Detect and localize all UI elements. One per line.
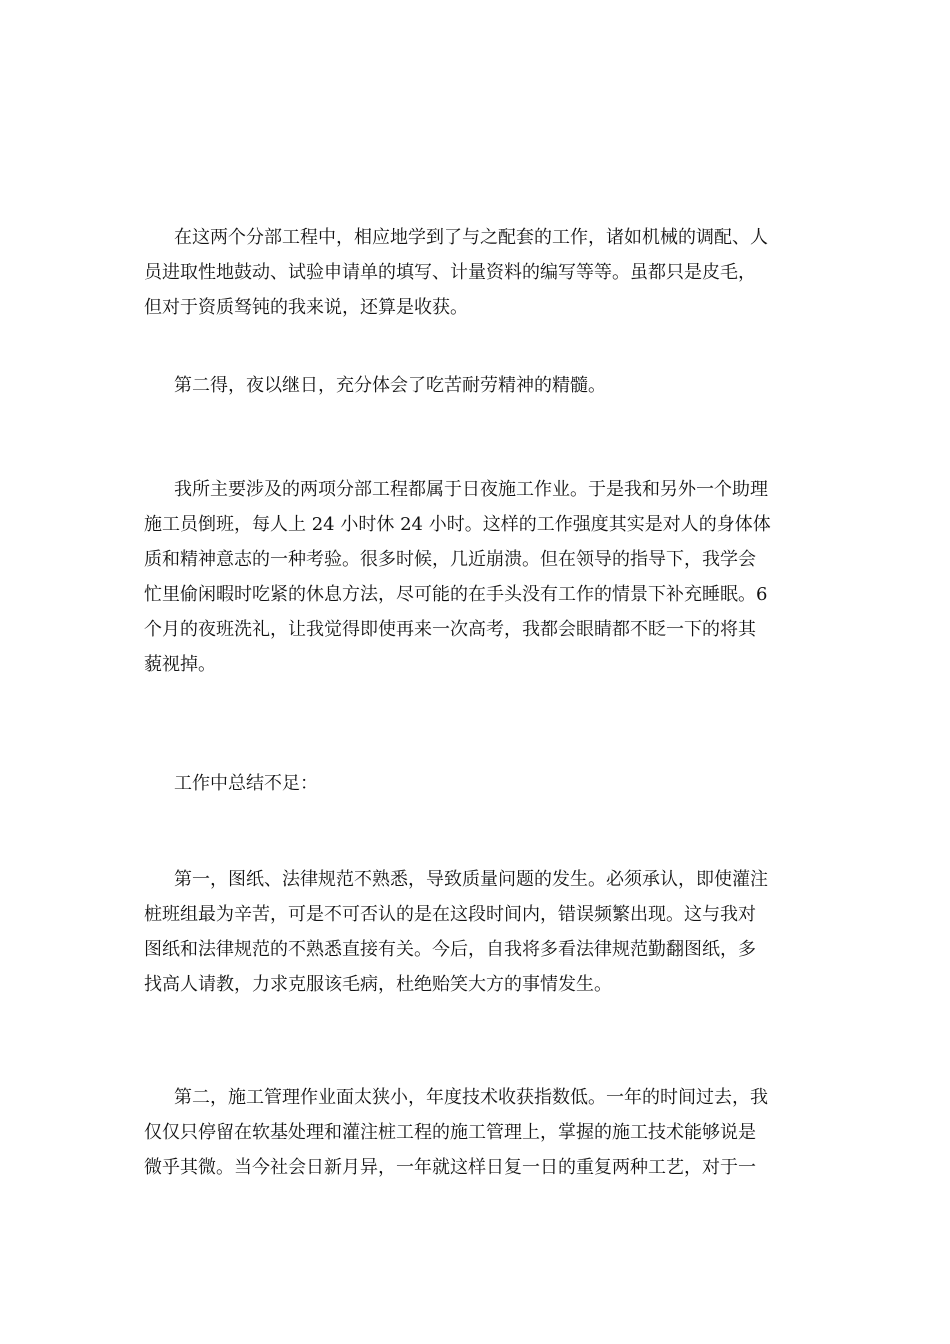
paragraph-5 <box>144 862 808 1002</box>
paragraph-line: 质和精神意志的一种考验。很多时候，几近崩溃。但在领导的指导下，我学会 <box>144 549 756 570</box>
paragraph-line: 工作中总结不足： <box>174 773 318 794</box>
paragraph-4 <box>144 766 808 801</box>
paragraph-line: 仅仅只停留在软基处理和灌注桩工程的施工管理上，掌握的施工技术能够说是 <box>144 1122 756 1143</box>
paragraph-3 <box>144 472 808 682</box>
paragraph-line: 找高人请教，力求克服该毛病，杜绝贻笑大方的事情发生。 <box>144 974 612 995</box>
paragraph-line: 微乎其微。当今社会日新月异，一年就这样日复一日的重复两种工艺，对于一 <box>144 1157 756 1178</box>
paragraph-line: 个月的夜班洗礼，让我觉得即使再来一次高考，我都会眼睛都不眨一下的将其 <box>144 619 756 640</box>
paragraph-6 <box>144 1080 808 1185</box>
paragraph-line: 第二得，夜以继日，充分体会了吃苦耐劳精神的精髓。 <box>174 375 606 396</box>
paragraph-line: 在这两个分部工程中，相应地学到了与之配套的工作，诸如机械的调配、人 <box>174 227 768 248</box>
paragraph-line: 图纸和法律规范的不熟悉直接有关。今后，自我将多看法律规范勤翻图纸，多 <box>144 939 756 960</box>
paragraph-line: 施工员倒班，每人上 24 小时休 24 小时。这样的工作强度其实是对人的身体体 <box>144 514 771 535</box>
paragraph-line: 藐视掉。 <box>144 654 216 675</box>
paragraph-line: 桩班组最为辛苦，可是不可否认的是在这段时间内，错误频繁出现。这与我对 <box>144 904 756 925</box>
paragraph-2 <box>144 368 808 403</box>
paragraph-line: 忙里偷闲暇时吃紧的休息方法，尽可能的在手头没有工作的情景下补充睡眠。6 <box>144 584 768 605</box>
paragraph-line: 我所主要涉及的两项分部工程都属于日夜施工作业。于是我和另外一个助理 <box>174 479 768 500</box>
paragraph-line: 第一，图纸、法律规范不熟悉，导致质量问题的发生。必须承认，即使灌注 <box>174 869 768 890</box>
paragraph-line: 第二，施工管理作业面太狭小，年度技术收获指数低。一年的时间过去，我 <box>174 1087 768 1108</box>
paragraph-1 <box>144 220 808 325</box>
paragraph-line: 员进取性地鼓动、试验申请单的填写、计量资料的编写等等。虽都只是皮毛， <box>144 262 756 283</box>
paragraph-line: 但对于资质驽钝的我来说，还算是收获。 <box>144 297 468 318</box>
